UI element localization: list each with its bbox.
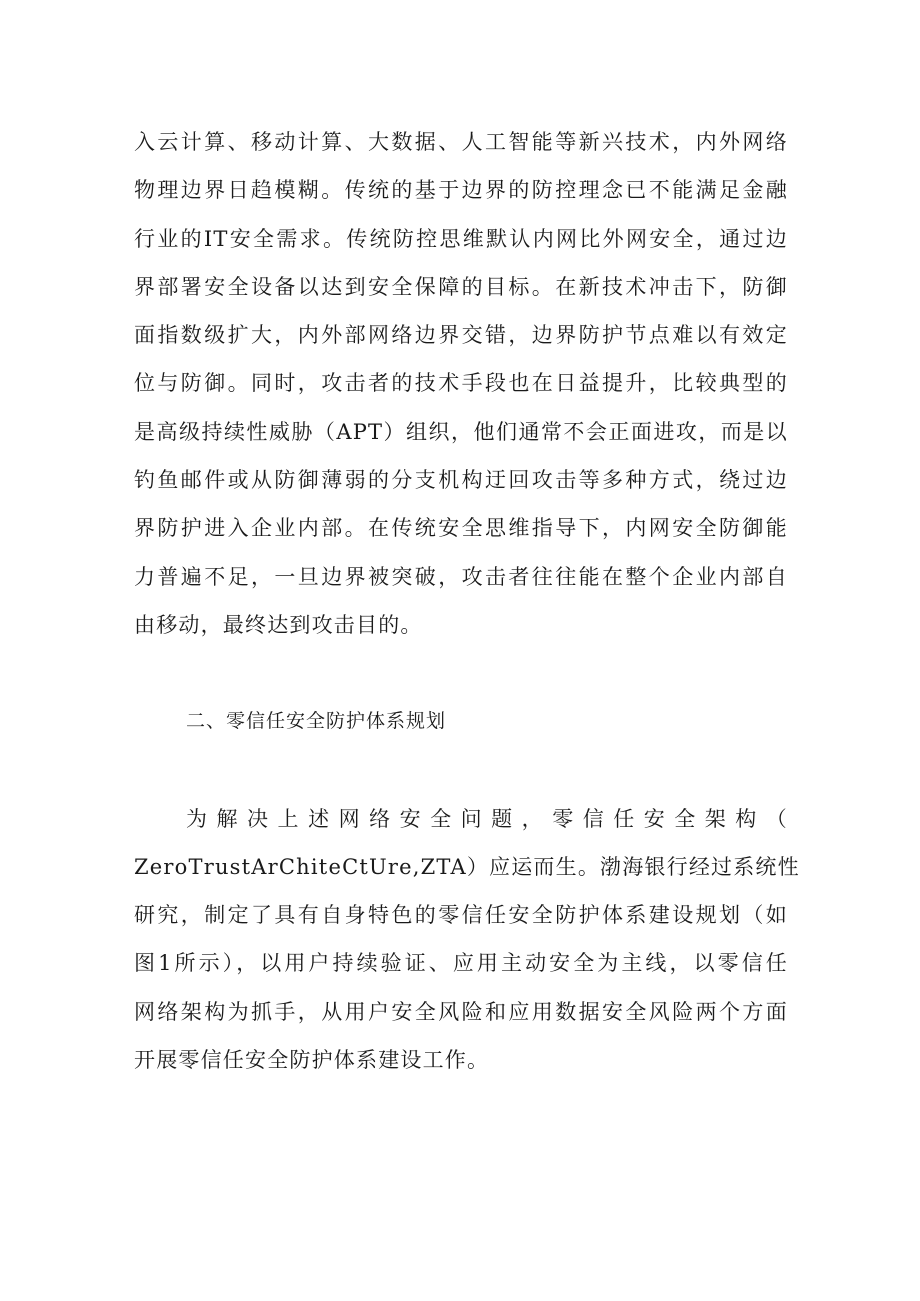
paragraph-1-line-1: 入云计算、移动计算、大数据、人工智能等新兴技术，内外网络 (134, 130, 788, 154)
paragraph-1-line-5: 面指数级扩大，内外部网络边界交错，边界防护节点难以有效定 (134, 323, 788, 347)
paragraph-1-line-11: 由移动，最终达到攻击目的。 (134, 613, 423, 637)
paragraph-1-line-6: 位与防御。同时，攻击者的技术手段也在日益提升，比较典型的 (134, 371, 788, 395)
paragraph-2-line-2: ZeroTrustArChiteCtUre,ZTA）应运而生。渤海银行经过系统性 (134, 855, 800, 879)
paragraph-1-line-7: 是高级持续性威胁（APT）组织，他们通常不会正面进攻，而是以 (134, 420, 788, 444)
paragraph-1-line-9: 界防护进入企业内部。在传统安全思维指导下，内网安全防御能 (134, 516, 788, 540)
paragraph-1-line-10: 力普遍不足，一旦边界被突破，攻击者往往能在整个企业内部自 (134, 565, 788, 589)
paragraph-1-line-2: 物理边界日趋模糊。传统的基于边界的防控理念已不能满足金融 (134, 178, 788, 202)
paragraph-1-line-3: 行业的IT安全需求。传统防控思维默认内网比外网安全，通过边 (134, 227, 788, 251)
section-heading: 二、零信任安全防护体系规划 (186, 710, 447, 732)
paragraph-1-line-4: 界部署安全设备以达到安全保障的目标。在新技术冲击下，防御 (134, 275, 788, 299)
paragraph-2-line-4: 图1所示），以用户持续验证、应用主动安全为主线，以零信任 (134, 951, 788, 975)
paragraph-2-line-6: 开展零信任安全防护体系建设工作。 (134, 1048, 490, 1072)
paragraph-2-line-5: 网络架构为抓手，从用户安全风险和应用数据安全风险两个方面 (134, 1000, 788, 1024)
paragraph-1-line-8: 钓鱼邮件或从防御薄弱的分支机构迂回攻击等多种方式，绕过边 (134, 468, 788, 492)
paragraph-2-line-1: 为解决上述网络安全问题，零信任安全架构（ (186, 807, 788, 831)
paragraph-2-line-3: 研究，制定了具有自身特色的零信任安全防护体系建设规划（如 (134, 903, 788, 927)
